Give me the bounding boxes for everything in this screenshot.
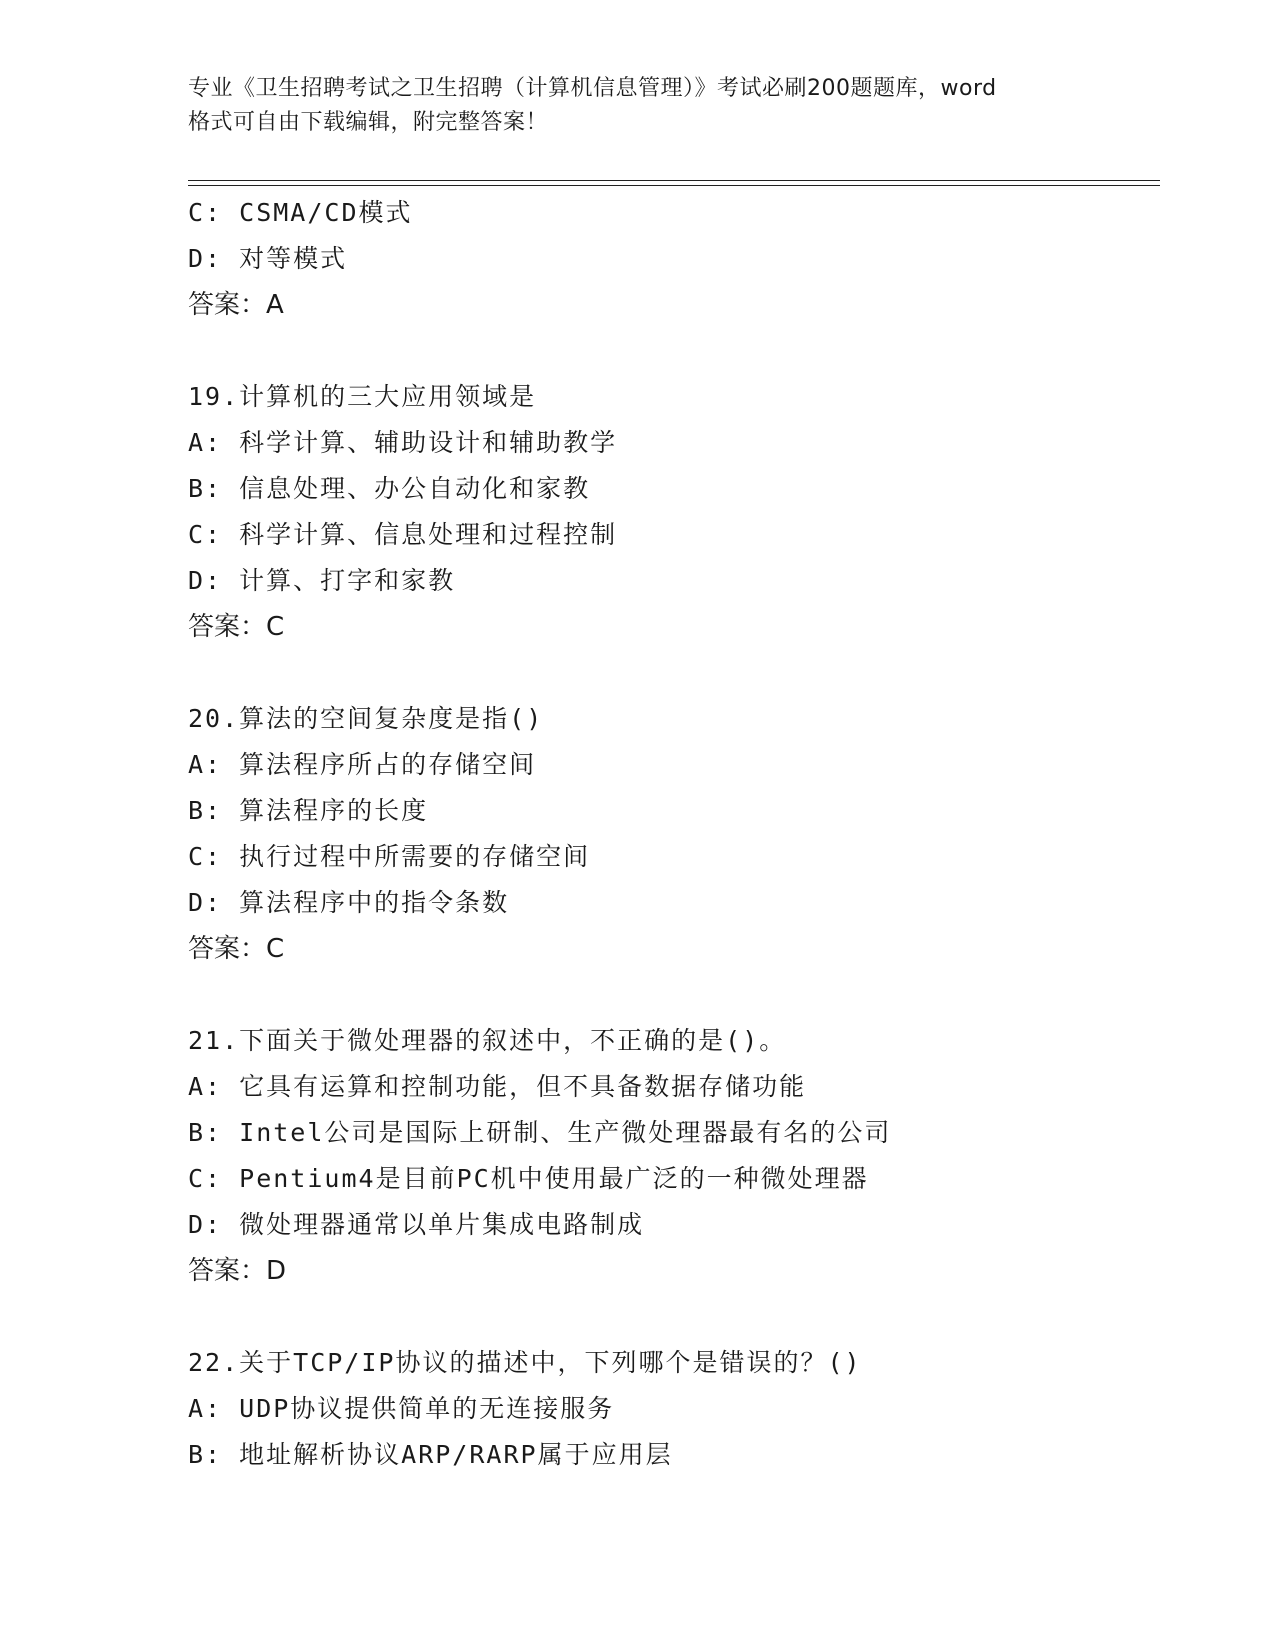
paragraph-gap xyxy=(188,1294,1168,1340)
text-line: 20.算法的空间复杂度是指() xyxy=(188,704,544,733)
header-line-1: 专业《卫生招聘考试之卫生招聘（计算机信息管理）》考试必刷200题题库，word xyxy=(188,76,997,101)
paragraph-gap xyxy=(188,328,1168,374)
header-rule-top xyxy=(188,180,1160,181)
header-line-2: 格式可自由下载编辑，附完整答案！ xyxy=(188,110,549,135)
answer-line: 答案：A xyxy=(188,290,284,320)
answer-line: 答案：C xyxy=(188,612,285,642)
text-line: D: 对等模式 xyxy=(188,244,348,273)
header-rule-bottom xyxy=(188,185,1160,186)
text-line: C: 科学计算、信息处理和过程控制 xyxy=(188,520,618,549)
text-line: 19.计算机的三大应用领域是 xyxy=(188,382,537,411)
text-line: C: Pentium4是目前PC机中使用最广泛的一种微处理器 xyxy=(188,1164,869,1193)
paragraph-gap xyxy=(188,972,1168,1018)
text-line: 21.下面关于微处理器的叙述中，不正确的是()。 xyxy=(188,1026,787,1055)
text-line: D: 算法程序中的指令条数 xyxy=(188,888,510,917)
text-line: B: 算法程序的长度 xyxy=(188,796,429,825)
text-line: D: 微处理器通常以单片集成电路制成 xyxy=(188,1210,645,1239)
text-line: C: CSMA/CD模式 xyxy=(188,198,413,227)
answer-line: 答案：C xyxy=(188,934,285,964)
text-line: B: Intel公司是国际上研制、生产微处理器最有名的公司 xyxy=(188,1118,892,1147)
question-list xyxy=(188,190,1168,1478)
text-line: A: UDP协议提供简单的无连接服务 xyxy=(188,1394,615,1423)
document-header xyxy=(188,72,1088,140)
text-line: D: 计算、打字和家教 xyxy=(188,566,456,595)
text-line: B: 地址解析协议ARP/RARP属于应用层 xyxy=(188,1440,673,1469)
text-line: A: 算法程序所占的存储空间 xyxy=(188,750,537,779)
text-line: B: 信息处理、办公自动化和家教 xyxy=(188,474,591,503)
paragraph-gap xyxy=(188,650,1168,696)
text-line: A: 科学计算、辅助设计和辅助教学 xyxy=(188,428,618,457)
text-line: 22.关于TCP/IP协议的描述中，下列哪个是错误的？() xyxy=(188,1348,862,1377)
text-line: C: 执行过程中所需要的存储空间 xyxy=(188,842,591,871)
answer-line: 答案：D xyxy=(188,1256,287,1286)
text-line: A: 它具有运算和控制功能，但不具备数据存储功能 xyxy=(188,1072,807,1101)
